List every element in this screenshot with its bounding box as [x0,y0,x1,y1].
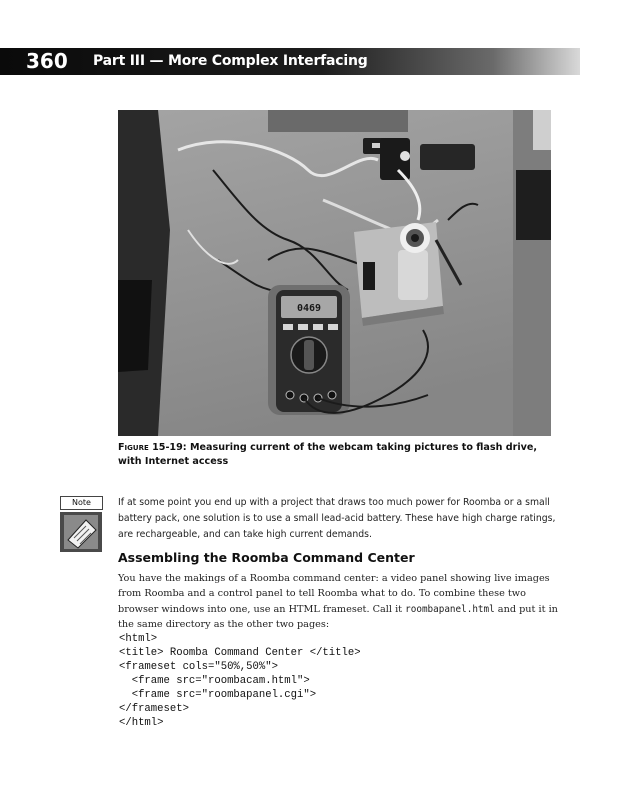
code-line: <title> Roomba Command Center </title> [119,647,361,659]
body-paragraph [118,571,563,632]
code-line: </html> [119,717,164,729]
note-box [60,496,103,552]
figure-caption-text: Measuring current of the webcam taking pictures to flash drive, with Internet access [118,442,538,467]
code-line: <frameset cols="50%,50%"> [119,661,278,673]
body-text-before: You have the makings of a Roomba command center: a video panel showing live images from Roomba and a control panel to tell Roomba what to do. To combine these two browser windows into one, use an HTML frameset. Call it [118,573,550,615]
figure-caption [118,441,548,469]
page-header [0,48,580,75]
code-line: </frameset> [119,703,189,715]
note-label: Note [60,496,103,510]
figure-label: Figure 15-19: [118,442,187,453]
section-heading: Assembling the Roomba Command Center [118,550,415,565]
part-title: Part III — More Complex Interfacing [93,53,368,69]
code-line: <frame src="roombapanel.cgi"> [119,689,317,701]
multimeter-reading: 0469 [296,303,322,314]
code-line: <html> [119,633,158,645]
body-text-after: and put it in the same directory as the other two pages: [118,603,558,630]
note-text: If at some point you end up with a project that draws too much power for Roomba or a small battery pack, one solution is to use a small lead-acid battery. These have high charge ratings, are rechargeable, and can take high current demands. [118,497,556,540]
note-paper-icon [60,512,102,552]
figure-photo [118,110,551,436]
page-number: 360 [26,49,68,73]
code-block [119,632,361,730]
inline-filename: roombapanel.html [405,603,495,615]
code-line: <frame src="roombacam.html"> [119,675,310,687]
